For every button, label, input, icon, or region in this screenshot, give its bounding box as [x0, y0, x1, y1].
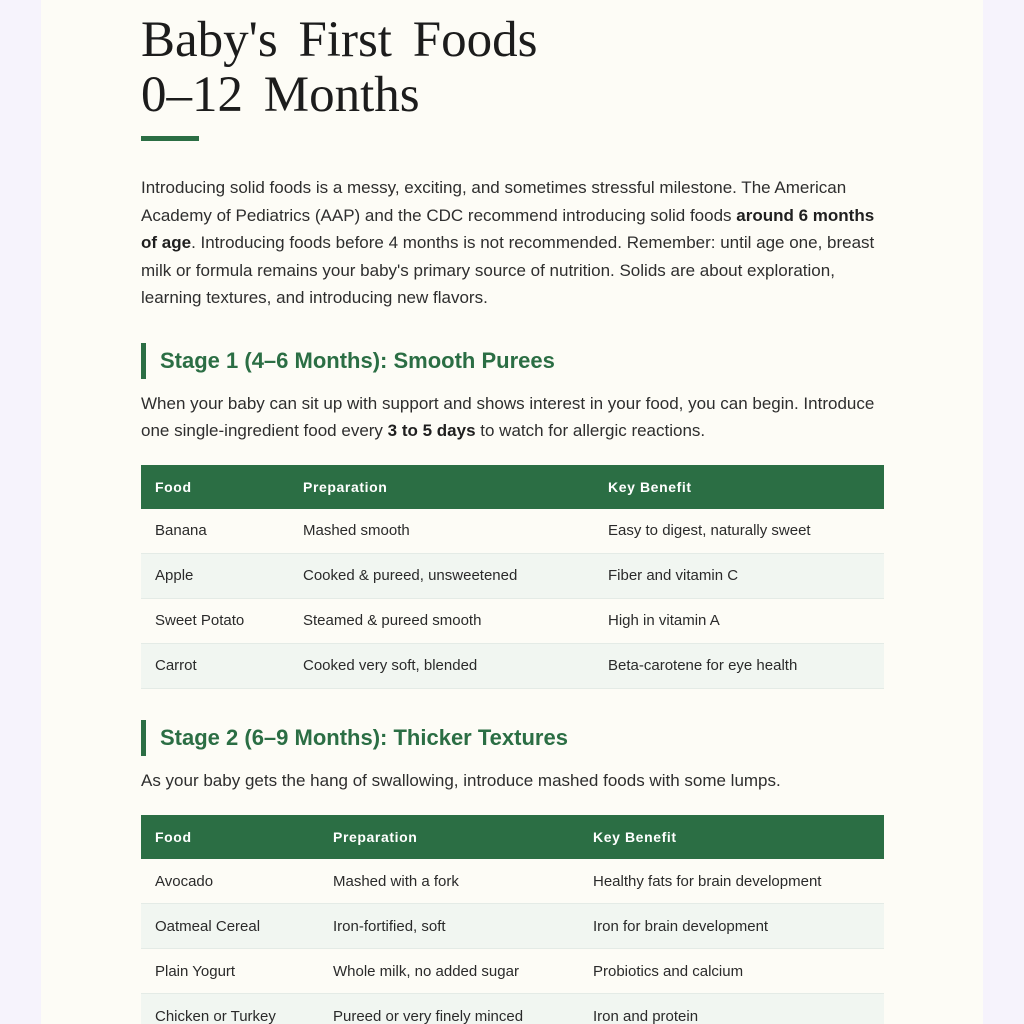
food-cell: Sweet Potato	[141, 598, 289, 643]
stage1-text-start: When your baby can sit up with support and shows interest in your food, you can begin. Introduce one single-ingredient food every	[141, 393, 875, 440]
table-header-row	[141, 465, 884, 509]
benefit-cell: Fiber and vitamin C	[594, 553, 884, 598]
table-row	[141, 643, 884, 688]
column-header-food: Food	[141, 815, 319, 859]
title-line-1: Baby's First Foods	[141, 12, 538, 68]
benefit-cell: Iron for brain development	[579, 904, 884, 949]
title-underline	[141, 136, 199, 141]
food-cell: Carrot	[141, 643, 289, 688]
food-cell: Plain Yogurt	[141, 949, 319, 994]
stage2-table	[141, 815, 884, 1024]
food-cell: Oatmeal Cereal	[141, 904, 319, 949]
preparation-cell: Pureed or very finely minced	[319, 994, 579, 1024]
preparation-cell: Whole milk, no added sugar	[319, 949, 579, 994]
preparation-cell: Cooked very soft, blended	[289, 643, 594, 688]
preparation-cell: Iron-fortified, soft	[319, 904, 579, 949]
stage2-paragraph: As your baby gets the hang of swallowing, introduce mashed foods with some lumps.	[141, 770, 781, 790]
preparation-cell: Cooked & pureed, unsweetened	[289, 553, 594, 598]
stage1-table	[141, 465, 884, 689]
table-header-row	[141, 815, 884, 859]
benefit-cell: Beta-carotene for eye health	[594, 643, 884, 688]
table-row	[141, 598, 884, 643]
intro-emphasis: around 6 months of age	[141, 205, 875, 252]
table-row	[141, 994, 884, 1024]
table-row	[141, 553, 884, 598]
preparation-cell: Mashed smooth	[289, 509, 594, 554]
column-header-benefit: Key Benefit	[594, 465, 884, 509]
food-cell: Banana	[141, 509, 289, 554]
food-cell: Apple	[141, 553, 289, 598]
stage2-heading-block	[141, 720, 883, 756]
table-row	[141, 904, 884, 949]
column-header-preparation: Preparation	[319, 815, 579, 859]
stage1-heading-block	[141, 343, 883, 379]
benefit-cell: High in vitamin A	[594, 598, 884, 643]
preparation-cell: Mashed with a fork	[319, 859, 579, 904]
food-cell: Avocado	[141, 859, 319, 904]
food-cell: Chicken or Turkey	[141, 994, 319, 1024]
stage1-text-end: to watch for allergic reactions.	[475, 421, 706, 440]
document-page	[41, 0, 983, 1024]
benefit-cell: Probiotics and calcium	[579, 949, 884, 994]
table-row	[141, 509, 884, 554]
benefit-cell: Easy to digest, naturally sweet	[594, 509, 884, 554]
intro-text-start: Introducing solid foods is a messy, exciting, and sometimes stressful milestone. The American Academy of Pediatrics (AAP) and the CDC recommend introducing solid foods	[141, 178, 847, 225]
benefit-cell: Iron and protein	[579, 994, 884, 1024]
column-header-food: Food	[141, 465, 289, 509]
stage2-heading: Stage 2 (6–9 Months): Thicker Textures	[160, 724, 568, 750]
page-title	[141, 13, 883, 123]
title-line-2: 0–12 Months	[141, 67, 420, 123]
stage1-emphasis: 3 to 5 days	[387, 421, 476, 440]
stage1-heading: Stage 1 (4–6 Months): Smooth Purees	[160, 347, 555, 373]
article	[141, 0, 883, 1024]
benefit-cell: Healthy fats for brain development	[579, 859, 884, 904]
preparation-cell: Steamed & pureed smooth	[289, 598, 594, 643]
stage1-paragraph	[141, 390, 883, 445]
intro-paragraph	[141, 174, 883, 312]
table-row	[141, 859, 884, 904]
intro-text-end: . Introducing foods before 4 months is not recommended. Remember: until age one, breast milk or formula remains your baby's primary source of nutrition. Solids are about exploration, learning textures, and introducing new flavors.	[141, 233, 875, 307]
column-header-benefit: Key Benefit	[579, 815, 884, 859]
table-row	[141, 949, 884, 994]
column-header-preparation: Preparation	[289, 465, 594, 509]
